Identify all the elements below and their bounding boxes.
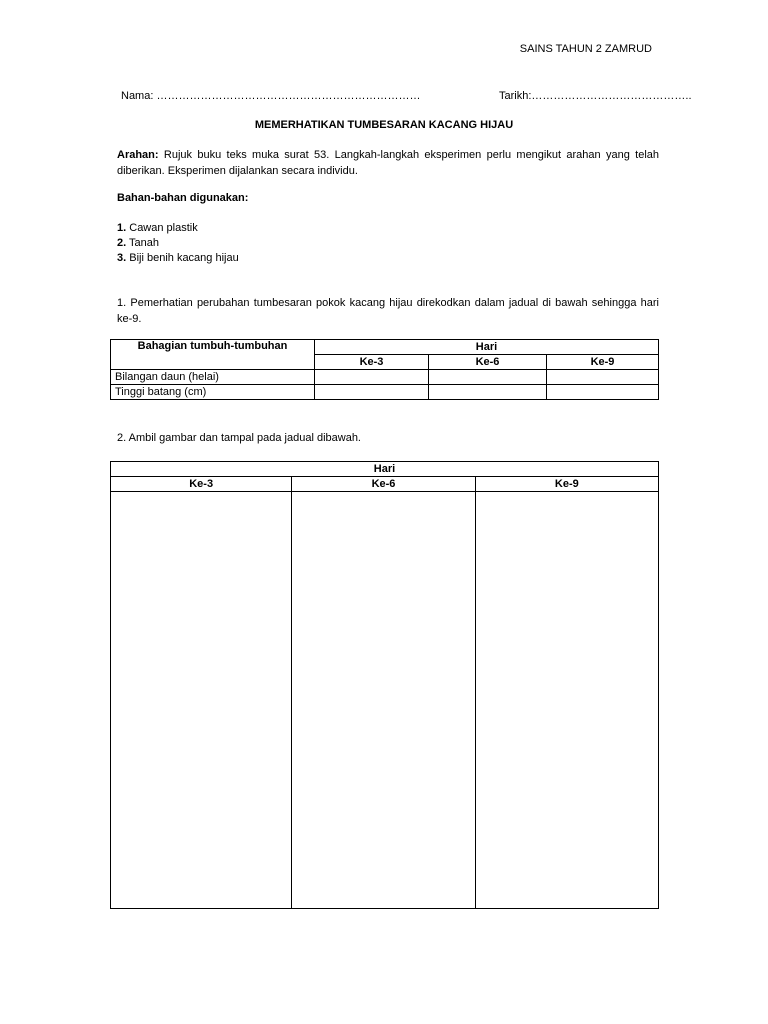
photo-cell[interactable] [292, 492, 475, 909]
table-cell[interactable] [315, 385, 429, 400]
column-header-plant-part: Bahagian tumbuh-tumbuhan [111, 340, 315, 370]
table-cell[interactable] [315, 370, 429, 385]
instructions-label: Arahan: [117, 149, 159, 161]
instructions-paragraph [117, 147, 659, 179]
table-cell[interactable] [429, 370, 547, 385]
list-item [117, 251, 239, 266]
table-cell[interactable] [547, 385, 659, 400]
table-header-row [111, 477, 659, 492]
table-row [111, 492, 659, 909]
table-cell[interactable] [547, 370, 659, 385]
list-item-text: Tanah [126, 237, 160, 249]
question-1: 1. Pemerhatian perubahan tumbesaran pokok kacang hijau direkodkan dalam jadual di bawah sehingga hari ke-9. [117, 297, 659, 325]
column-header-day: Ke-3 [111, 477, 292, 492]
observation-table [110, 339, 659, 400]
instructions-text: Rujuk buku teks muka surat 53. Langkah-langkah eksperimen perlu mengikut arahan yang telah diberikan. Eksperimen dijalankan secara individu. [117, 149, 659, 177]
name-field-line: Nama: ……………………………………………………………… [121, 90, 421, 102]
materials-heading: Bahan-bahan digunakan: [117, 192, 249, 204]
materials-list [117, 221, 239, 266]
table-row [111, 370, 659, 385]
row-label: Tinggi batang (cm) [111, 385, 315, 400]
table-row [111, 385, 659, 400]
photo-table [110, 461, 659, 909]
table-header-row [111, 462, 659, 477]
list-item [117, 236, 239, 251]
list-item-text: Cawan plastik [126, 222, 198, 234]
class-label: SAINS TAHUN 2 ZAMRUD [519, 43, 652, 55]
worksheet-title: MEMERHATIKAN TUMBESARAN KACANG HIJAU [254, 119, 514, 131]
column-header-day: Ke-6 [292, 477, 475, 492]
column-header-day: Ke-9 [547, 355, 659, 370]
column-header-day: Ke-3 [315, 355, 429, 370]
list-item-number: 3. [117, 252, 127, 264]
table-cell[interactable] [429, 385, 547, 400]
column-header-day: Ke-6 [429, 355, 547, 370]
photo-cell[interactable] [475, 492, 658, 909]
group-header-day: Hari [315, 340, 659, 355]
row-label: Bilangan daun (helai) [111, 370, 315, 385]
group-header-day: Hari [111, 462, 659, 477]
table-header-row [111, 340, 659, 355]
list-item [117, 221, 239, 236]
photo-cell[interactable] [111, 492, 292, 909]
list-item-text: Biji benih kacang hijau [126, 252, 239, 264]
column-header-day: Ke-9 [475, 477, 658, 492]
list-item-number: 1. [117, 222, 127, 234]
question-2: 2. Ambil gambar dan tampal pada jadual dibawah. [117, 432, 361, 444]
list-item-number: 2. [117, 237, 127, 249]
date-field-line: Tarikh:…………………………………….. [499, 90, 692, 102]
